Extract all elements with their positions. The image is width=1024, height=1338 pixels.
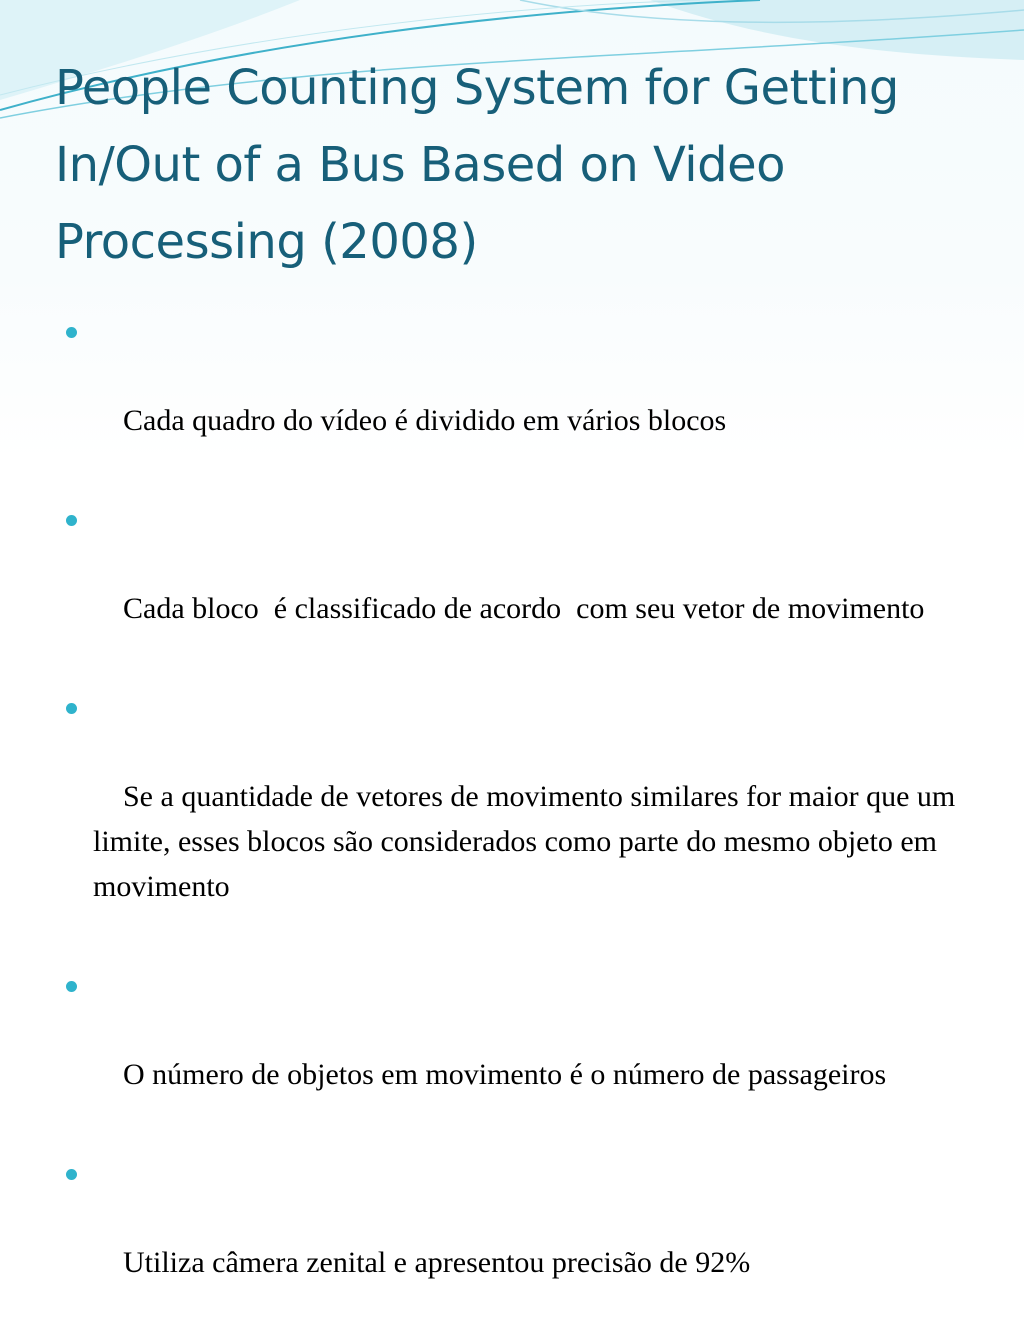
bullet-item-2: [62, 496, 962, 676]
bullet-list: [62, 308, 962, 1338]
bullet-dot-icon: [66, 515, 77, 526]
bullet-dot-icon: [66, 1169, 77, 1180]
bullet-item-5: [62, 1150, 962, 1330]
bullet-dot-icon: [66, 981, 77, 992]
bullet-dot-icon: [66, 703, 77, 714]
bullet-dot-icon: [66, 327, 77, 338]
bullet-item-1: [62, 308, 962, 488]
bullet-item-4: [62, 962, 962, 1142]
bullet-text: Cada quadro do vídeo é dividido em vários blocos: [123, 404, 727, 437]
bullet-text: Se a quantidade de vetores de movimento similares for maior que um limite, esses blocos são considerados como parte do mesmo objeto em movimento: [93, 780, 963, 903]
slide-title: People Counting System for Getting In/Out of a Bus Based on Video Processing (2008): [55, 60, 899, 270]
bullet-text: Utiliza câmera zenital e apresentou precisão de 92%: [123, 1246, 751, 1279]
bullet-item-3: [62, 684, 962, 954]
bullet-text: O número de objetos em movimento é o número de passageiros: [123, 1058, 887, 1091]
bullet-text: Cada bloco é classificado de acordo com seu vetor de movimento: [123, 592, 925, 625]
